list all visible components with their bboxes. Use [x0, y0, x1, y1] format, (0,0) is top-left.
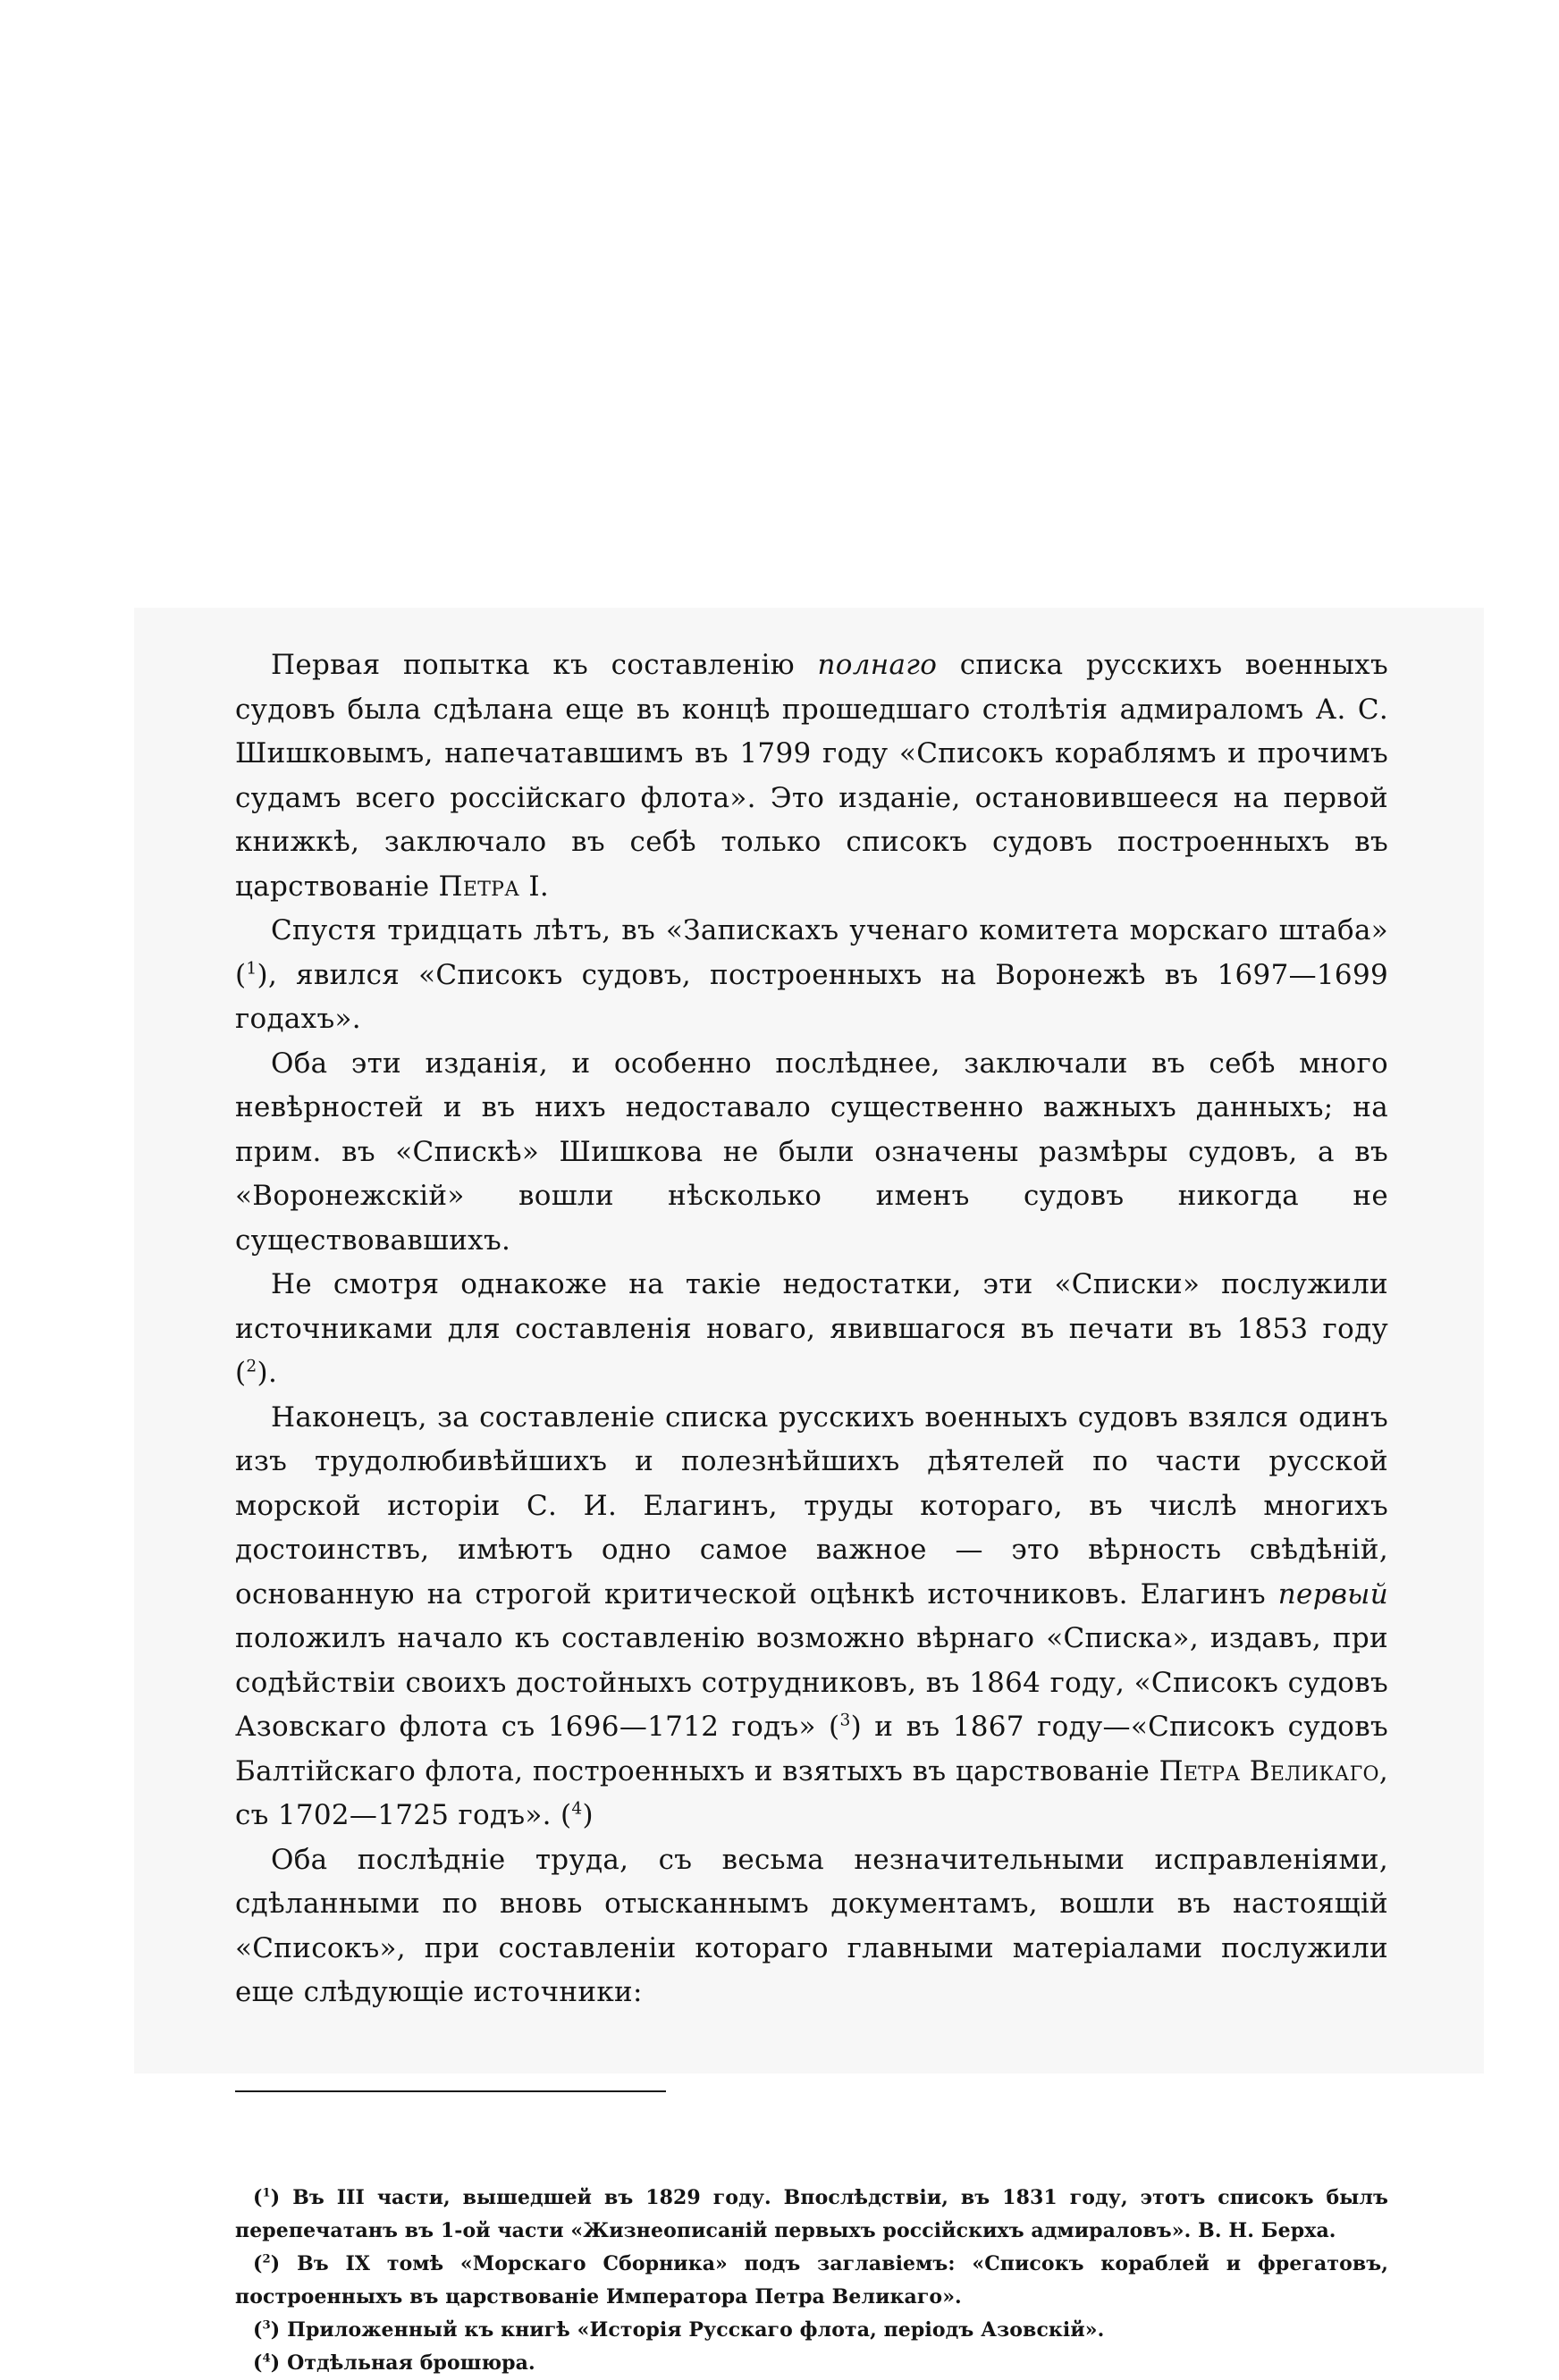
footnotes — [235, 2182, 1388, 2380]
footnote: ($^3$) Приложенный къ книгѣ «Исторія Русскаго флота, періодъ Азовскій». — [253, 2317, 1105, 2342]
footnote: ($^4$) Отдѣльная брошюра. — [253, 2351, 535, 2375]
paragraph: Наконецъ, за составленіе списка русскихъ военныхъ судовъ взялся одинъ изъ трудолюбивѣйшихъ и полезнѣйшихъ дѣятелей по части русской морской исторіи С. И. Елагинъ, труды котораго, въ числѣ многихъ достоинствъ, имѣютъ одно самое важное — это вѣрность свѣдѣній, основанную на строгой критической оцѣнкѣ источниковъ. Елагинъ первый положилъ начало къ составленію возможно вѣрнаго «Списка», издавъ, при содѣйствіи своихъ достойныхъ сотрудниковъ, въ 1864 году, «Списокъ судовъ Азовскаго флота съ 1696—1712 годъ» ($^3$) и въ 1867 году—«Списокъ судовъ Балтійскаго флота, построенныхъ и взятыхъ въ царствованіе Петра Великаго, съ 1702—1725 годъ». ($^4$) — [235, 1400, 1389, 1831]
emphasis-text: полнаго — [817, 649, 938, 681]
paragraph: Не смотря однакоже на такіе недостатки, эти «Списки» послужили источниками для составленія новаго, явившагося въ печати въ 1853 году ($^2$). — [235, 1268, 1388, 1389]
main-text — [235, 643, 1388, 2015]
paragraph: Оба эти изданія, и особенно послѣднее, заключали въ себѣ много невѣрностей и въ нихъ недоставало существенно важныхъ данныхъ; на прим. въ «Спискѣ» Шишкова не были означены размѣры судовъ, а въ «Воронежскій» вошли нѣсколько именъ судовъ никогда не существовавшихъ. — [235, 1047, 1388, 1257]
paragraph: Первая попытка къ составленію полнаго списка русскихъ военныхъ судовъ была сдѣлана еще въ концѣ прошедшаго столѣтія адмираломъ А. С. Шишковымъ, напечатавшимъ въ 1799 году «Списокъ кораблямъ и прочимъ судамъ всего россійскаго флота». Это изданіе, остановившееся на первой книжкѣ, заключало въ себѣ только списокъ судовъ построенныхъ въ царствованіе Петра I. — [235, 649, 1388, 903]
footnote-marker: 4 — [571, 1799, 583, 1819]
small-caps-name: Петра — [438, 870, 520, 903]
footnote: ($^2$) Въ IX томѣ «Морскаго Сборника» подъ заглавіемъ: «Списокъ кораблей и фрегатовъ, построенныхъ въ царствованіе Императора Петра Великаго». — [235, 2251, 1388, 2309]
small-caps-name: Петра Великаго — [1159, 1754, 1379, 1787]
footnote-divider — [235, 2090, 666, 2092]
footnote: ($^1$) Въ III части, вышедшей въ 1829 году. Впослѣдствіи, въ 1831 году, этотъ списокъ былъ перепечатанъ въ 1-ой части «Жизнеописаній первыхъ россійскихъ адмираловъ». В. Н. Берха. — [235, 2185, 1388, 2242]
document-page — [235, 643, 1388, 2380]
footnote-marker: 3 — [262, 2318, 271, 2333]
small-caps-name: Императора Петра Великаго — [606, 2284, 943, 2309]
footnote-marker: 2 — [262, 2252, 271, 2266]
paragraph: Оба послѣдніе труда, съ весьма незначительными исправленіями, сдѣланными по вновь отысканнымъ документамъ, вошли въ настоящій «Списокъ», при составленіи котораго главными матеріалами послужили еще слѣдующіе источники: — [235, 1843, 1388, 2008]
footnote-marker: 1 — [262, 2186, 271, 2200]
footnote-marker: 3 — [839, 1711, 851, 1730]
footnote-marker: 2 — [246, 1357, 257, 1376]
emphasis-text: первый — [1277, 1577, 1388, 1610]
footnote-marker: 4 — [262, 2351, 271, 2366]
paragraph: Спустя тридцать лѣтъ, въ «Запискахъ ученаго комитета морскаго штаба» ($^1$), явился «Списокъ судовъ, построенныхъ на Воронежѣ въ 1697—1699 годахъ». — [235, 914, 1388, 1035]
footnote-marker: 1 — [246, 959, 257, 979]
